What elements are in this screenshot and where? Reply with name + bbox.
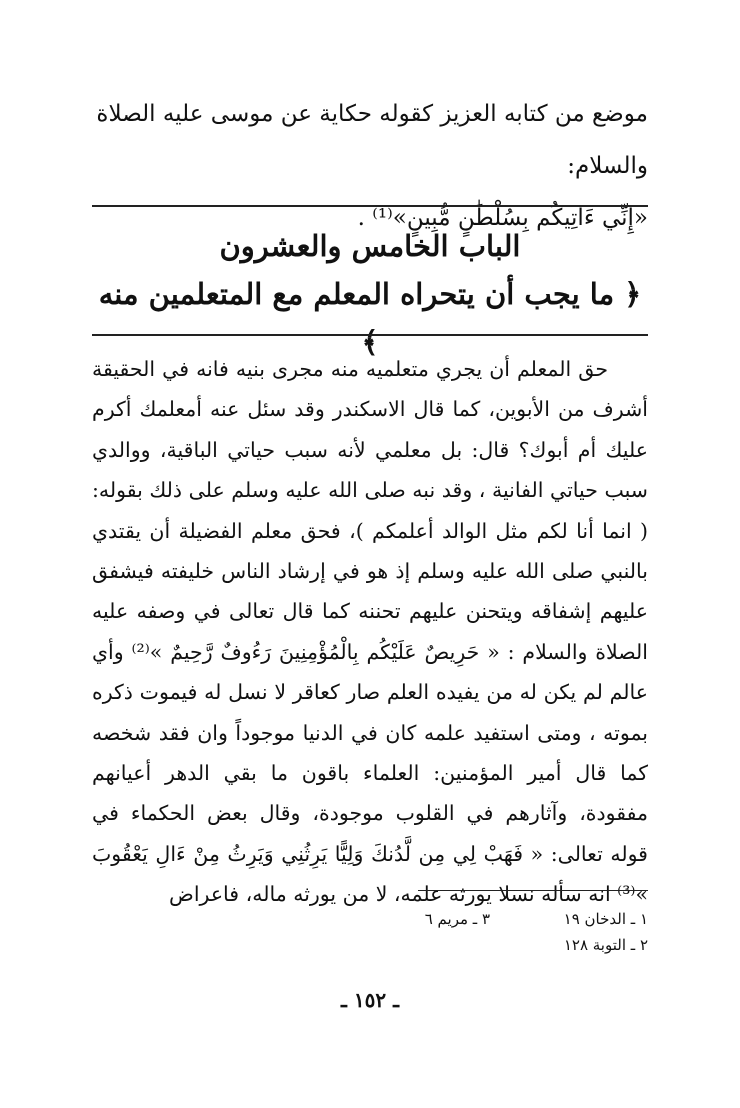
heading-divider [92,334,648,336]
intro-quran-quote: «إِنِّي ءَاتِيكُم بِسُلْطَٰنٍ مُّبِينٍ»⁽¹⁾ . [357,205,648,231]
chapter-title: ﴿ ما يجب أن يتحراه المعلم مع المتعلمين منه ﴾ [98,277,642,359]
footnote-3: ٣ ـ مريم ٦ [424,910,490,928]
footnote-2: ٢ ـ التوبة ١٢٨ [563,936,648,954]
footnote-divider [418,890,648,891]
footnotes-left [340,906,490,932]
page-number: ـ ١٥٢ ـ [341,988,399,1012]
intro-line-1: موضع من كتابه العزيز كقوله حكاية عن موسى عليه الصلاة والسلام: [96,101,648,179]
intro-text [92,88,648,244]
chapter-heading [92,222,648,366]
chapter-number: الباب الخامس والعشرون [219,229,521,263]
top-divider [92,205,648,207]
main-text [92,349,648,915]
body-paragraph: حق المعلم أن يجري متعلميه منه مجرى بنيه فانه في الحقيقة أشرف من الأبوين، كما قال الاسكندر وقد سئل عنه أمعلمك أكرم عليك أم أبوك؟ قال: بل معلمي لأنه سبب حياتي الباقية، ووالدي سبب حياتي الفانية ، وقد نبه صلى الله عليه وسلم على ذلك بقوله: ( انما أنا لكم مثل الوالد أعلمكم )، فحق معلم الفضيلة أن يقتدي بالنبي صلى الله عليه وسلم إذ هو في إرشاد الناس خليفته فيشفق عليهم إشفاقه ويتحنن عليهم تحننه كما قال تعالى في وصفه عليه الصلاة والسلام : « حَرِيصٌ عَلَيْكُم بِالْمُؤْمِنِينَ رَءُوفٌ رَّحِيمٌ »⁽²⁾ وأي عالم لم يكن له من يفيده العلم صار كعاقر لا نسل له فيموت ذكره بموته ، ومتى استفيد علمه كان في الدنيا موجوداً وان فقد شخصه كما قال أمير المؤمنين: العلماء باقون ما بقي الدهر أعيانهم مفقودة، وآثارهم في القلوب موجودة، وقال بعض الحكماء في قوله تعالى: « فَهَبْ لِي مِن لَّدُنكَ وَلِيًّا يَرِثُنِي وَيَرِثُ مِنْ ءَالِ يَعْقُوبَ »⁽³⁾ انه سأله نسلا يورثه علمه، لا من يورثه ماله، فاعراض [92,357,648,907]
footnote-1: ١ ـ الدخان ١٩ [563,910,648,928]
